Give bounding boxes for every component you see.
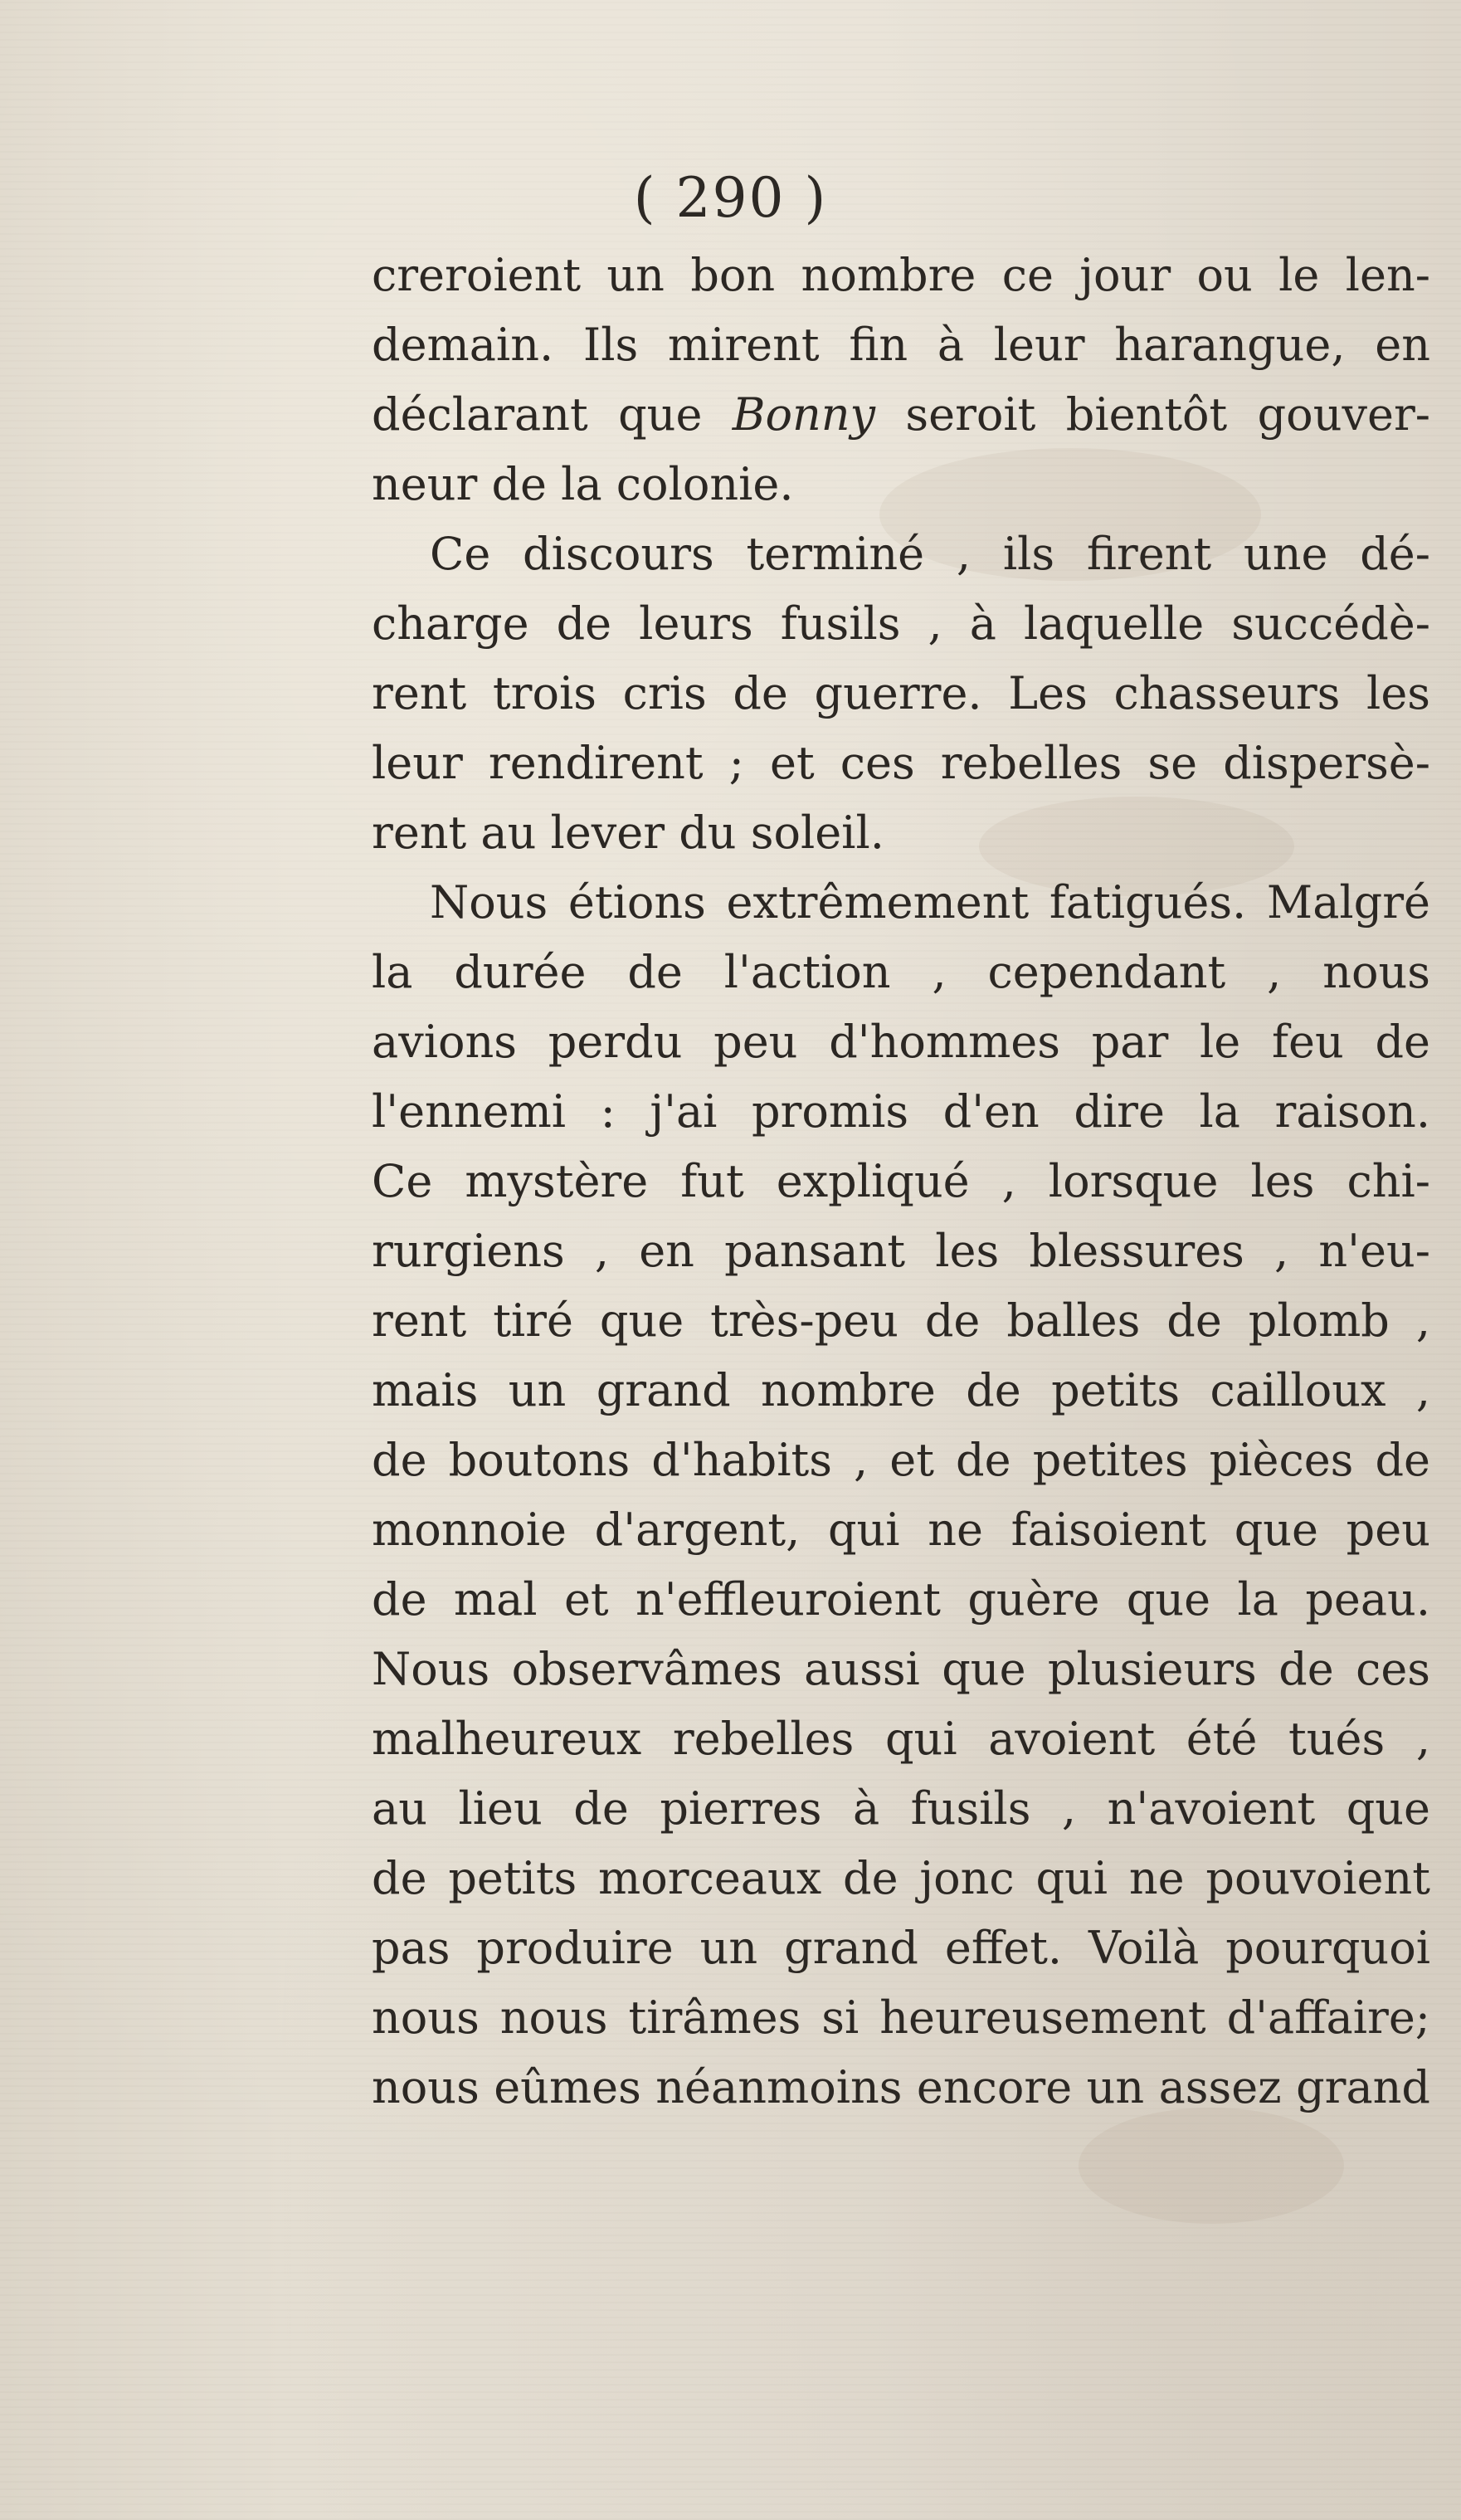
text-line: monnoie d'argent, qui ne faisoient que peu bbox=[372, 1504, 1430, 1556]
text-line: Ce discours terminé , ils firent une dé- bbox=[430, 528, 1430, 580]
text-line: nous nous tirâmes si heureusement d'affaire; bbox=[372, 1991, 1430, 2044]
text-line: nous eûmes néanmoins encore un assez grand bbox=[372, 2061, 1430, 2113]
text-line: neur de la colonie. bbox=[372, 458, 794, 510]
text-line: rent au lever du soleil. bbox=[372, 807, 884, 859]
text-line: Nous étions extrêmement fatigués. Malgré bbox=[430, 876, 1430, 929]
text-line: pas produire un grand effet. Voilà pourquoi bbox=[372, 1922, 1430, 1974]
paper-stain bbox=[1079, 2108, 1344, 2224]
text-line: de petits morceaux de jonc qui ne pouvoient bbox=[372, 1852, 1430, 1904]
text-line: rent trois cris de guerre. Les chasseurs les bbox=[372, 667, 1430, 719]
text-line: Nous observâmes aussi que plusieurs de ces bbox=[372, 1643, 1430, 1695]
text-line: avions perdu peu d'hommes par le feu de bbox=[372, 1016, 1430, 1068]
text-line: de boutons d'habits , et de petites pièces de bbox=[372, 1434, 1430, 1486]
text-line: leur rendirent ; et ces rebelles se dispersè- bbox=[372, 737, 1430, 789]
text-line: l'ennemi : j'ai promis d'en dire la raison. bbox=[372, 1085, 1430, 1138]
text-line: de mal et n'effleuroient guère que la peau. bbox=[372, 1573, 1430, 1626]
page-number: ( 290 ) bbox=[633, 166, 828, 230]
italic-name: Bonny bbox=[732, 388, 876, 441]
text-line: Ce mystère fut expliqué , lorsque les chi- bbox=[372, 1155, 1430, 1207]
text-line: charge de leurs fusils , à laquelle succédè- bbox=[372, 597, 1430, 650]
text-line: rurgiens , en pansant les blessures , n'eu- bbox=[372, 1225, 1430, 1277]
text-line: creroient un bon nombre ce jour ou le len- bbox=[372, 249, 1430, 301]
text-line: déclarant que Bonny seroit bientôt gouver- bbox=[372, 388, 1430, 441]
text-line: demain. Ils mirent fin à leur harangue, en bbox=[372, 319, 1430, 371]
text-line: rent tiré que très-peu de balles de plomb , bbox=[372, 1294, 1430, 1347]
text-line: mais un grand nombre de petits cailloux , bbox=[372, 1364, 1430, 1416]
text-line: au lieu de pierres à fusils , n'avoient que bbox=[372, 1782, 1430, 1835]
body-text bbox=[372, 241, 1430, 2123]
text-line: malheureux rebelles qui avoient été tués , bbox=[372, 1713, 1430, 1765]
text-line: la durée de l'action , cependant , nous bbox=[372, 946, 1430, 998]
